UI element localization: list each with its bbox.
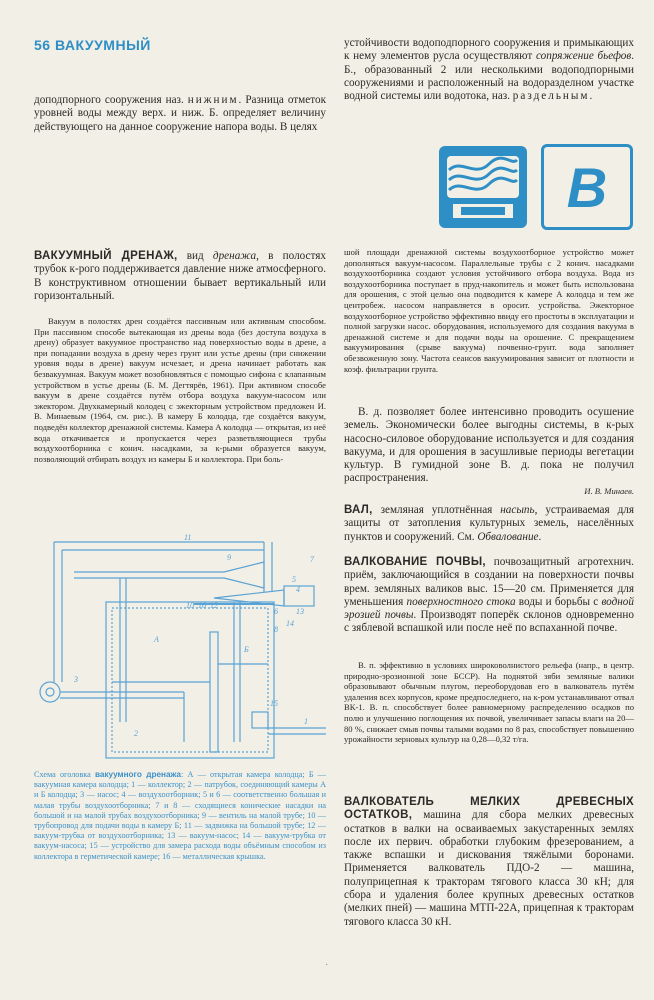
- diagram-label: 10: [186, 601, 194, 610]
- diagram-label: 15: [270, 699, 278, 708]
- wave-emblem: [437, 144, 529, 230]
- term-vakuumny-drenazh: ВАКУУМНЫЙ ДРЕНАЖ,: [34, 250, 178, 262]
- author-signature: И. В. Минаев.: [584, 485, 634, 496]
- diagram-label: 12: [210, 601, 218, 610]
- valkovanie-para: В. п. эффективно в условиях широковолнистого рельефа (напр., в центр. природно-эрозионной зоне БССР). На поднятой зяби земляные валики образовывают обычным плугом, переоборудовав его в валкователь путём удаления всех корпусов, кроме предпоследнего, на к-ром устанавливают отвал ВК-1. В. п. способствует более равномерному распределению осадков по полю и улучшению поглощения их почвой, увеличивает запасы влаги на 20—80 %, снижает смыв почвы талыми водами по 8 раз, способствует повышению урожайности зерновых культур на 0,28—0,32 т/га.: [344, 660, 634, 745]
- diagram-caption: Схема оголовка вакуумного дренажа: А — открытая камера колодца; Б — вакуумная камера колодца; 1 — коллектор; 2 — патрубок, соединяющий камеры А и Б колодца; 3 — насос; 4 — воздухоотборник; 5 и 6 — соответственно большая и малая трубы воздухоотборника; 7 и 8 — сходящиеся конические насадки на большой и на малой трубах воздухоотборника; 9 — вентиль на малой трубе; 10 — трубопровод для подачи воды в камеру Б; 11 — задвижка на большой трубе; 12 — вакуум-трубка от воздухоотборника; 13 — вакуум-насос; 14 — вакуум-трубка от вакуум-насоса; 15 — устройство для замера расхода воды объёмным способом из коллектора в герметической камере; 16 — металлическая крышка.: [34, 770, 326, 861]
- diagram-label: 14: [286, 619, 294, 628]
- term-valkovatel: ВАЛКОВАТЕЛЬ МЕЛКИХ ДРЕВЕСНЫХ ОСТАТКОВ,: [344, 796, 634, 822]
- diagram-label: 16: [198, 601, 206, 610]
- term-val: ВАЛ,: [344, 504, 373, 516]
- diagram-label: 7: [310, 555, 314, 564]
- diagram-label: 1: [304, 717, 308, 726]
- diagram-label: 3: [74, 675, 78, 684]
- term-valkovanie: ВАЛКОВАНИЕ ПОЧВЫ,: [344, 556, 486, 568]
- drainage-diagram: [34, 532, 326, 764]
- vakuumny-drenazh-para: Вакуум в полостях дрен создаётся пассивным или активным способом. При пассивном способе вытекающая из дрены вода (без доступа воздуха в дрену) образует вакуумное пространство над поверхностью воды в дрене, а при попадании воздуха в дрену через грунт или устье дрены (при снижении уровня воды в дрене) вакуум исчезает, и дрена начинает работать как безвакуумная. Вакуум может возобновляться с помощью сифона с клапанным устройством в устье дрены (Б. М. Дегтярёв, 1961). При активном способе вакуум в дрене создаётся путём отбора воздуха вакуум-насосом или эжектором. Двухкамерный колодец с эжекторным устройством предложен И. В. Минаевым (1964, см. рис.). В камеру Б колодца, где создаётся вакуум, подведён коллектор дренажной системы. Камера А колодца — открытая, из неё вода откачивается и пропускается через разветвляющиеся трубы воздухоотборника с конич. насадками, за к-рыми образуется вакуум, позволяющий отбирать воздух из камеры Б и коллектора. При боль-: [34, 316, 326, 464]
- page-mark: ·: [325, 960, 329, 971]
- diagram-label: 6: [274, 607, 278, 616]
- letter-v-emblem: [541, 144, 633, 230]
- diagram-label: 13: [296, 607, 304, 616]
- letter-v: В: [566, 155, 608, 219]
- diagram-label: 9: [227, 553, 231, 562]
- vakuumny-drenazh-para2: В. д. позволяет более интенсивно проводить осушение земель. Экономически более выгодны системы, в к-рых насосно-силовое оборудование используется и для создания вакуума, и для орошения в засушливые периоды вегетации культур. В гумидной зоне В. д. пока не получил распространения. И. В. Минаев.: [344, 406, 634, 496]
- diagram-label: 2: [134, 729, 138, 738]
- article-vakuumny-drenazh: ВАКУУМНЫЙ ДРЕНАЖ, вид дренажа, в полостях трубок к-рого поддерживается давление ниже атмосферного. В конструктивном отношении бывает вертикальный или горизонтальный.: [34, 250, 326, 302]
- diagram-label: Б: [244, 645, 249, 654]
- right-top-text: устойчивости водоподпорного сооружения и примыкающих к нему элементов русла осуществляют сопряжение бьефов. Б., образованный 2 или несколькими водоподпорными сооружениями и расположенный на водоразделном участке водной системы или водотока, наз. раздельным.: [344, 37, 634, 103]
- diagram-label: 8: [274, 625, 278, 634]
- diagram-label: 5: [292, 575, 296, 584]
- article-val: ВАЛ, земляная уплотнённая насыпь, устраиваемая для защиты от затопления культурных земель, населённых пунктов и сооружений. См. Обвалование.: [344, 504, 634, 543]
- left-top-text: доподпорного сооружения наз. нижним. Разница отметок уровней воды между верх. и ниж. Б. определяет величину действующего на данное сооружение напора воды. В целях: [34, 94, 326, 133]
- page-header: 56 ВАКУУМНЫЙ: [34, 37, 151, 53]
- article-valkovatel: ВАЛКОВАТЕЛЬ МЕЛКИХ ДРЕВЕСНЫХ ОСТАТКОВ, машина для сбора мелких древесных остатков в валки на осваиваемых закустаренных землях после их первич. обработки глубоким фрезерованием, а также вспашки и дискования тяжёлыми боронами. Применяется валкователь ПДО-2 — машина, полуприцепная к тракторам тягового класса 30 кН; для сбора и удаления более крупных древесных остатков (мелких пней) — машина МТП-22А, прицепная к тракторам тягового класса 30 кН.: [344, 796, 634, 928]
- diagram-label: 11: [184, 533, 192, 542]
- diagram-label: 4: [296, 585, 300, 594]
- article-valkovanie: ВАЛКОВАНИЕ ПОЧВЫ, почвозащитный агротехнич. приём, заключающийся в создании на поверхности почвы врем. земляных валиков выс. 15—20 см. Применяется для уменьшения поверхностного стока воды и борьбы с водной эрозией почвы. Производят поперёк склонов одновременно с зяблевой вспашкой или после неё по вспаханной почве.: [344, 556, 634, 635]
- diagram-label: А: [154, 635, 159, 644]
- vakuumny-drenazh-cont: шой площади дренажной системы воздухоотборное устройство может дополняться вакуум-насосом. Параллельные трубы с 2 конич. насадками воздухоотборника создают условия устойчивого отбора воздуха. Вода из воздухоотборника поступает в пруд-накопитель и может быть использована для орошения, с этой целью она подводится к камере А колодца и тем же центробеж. насосом направляется в оросит. устройства. Эжекторное воздухоотборное устройство эффективно ввиду его простоты в эксплуатации и полной загрузки насос. оборудования, используемого для создания вакуума в дренажной системе и для подачи воды на орошение. С прекращением вакуумирования (срыве вакуума) почвенно-грунт. вода заполняет обезвоженную зону. Частота сеансов вакуумирования зависит от плотности и коэф. фильтрации грунта.: [344, 247, 634, 374]
